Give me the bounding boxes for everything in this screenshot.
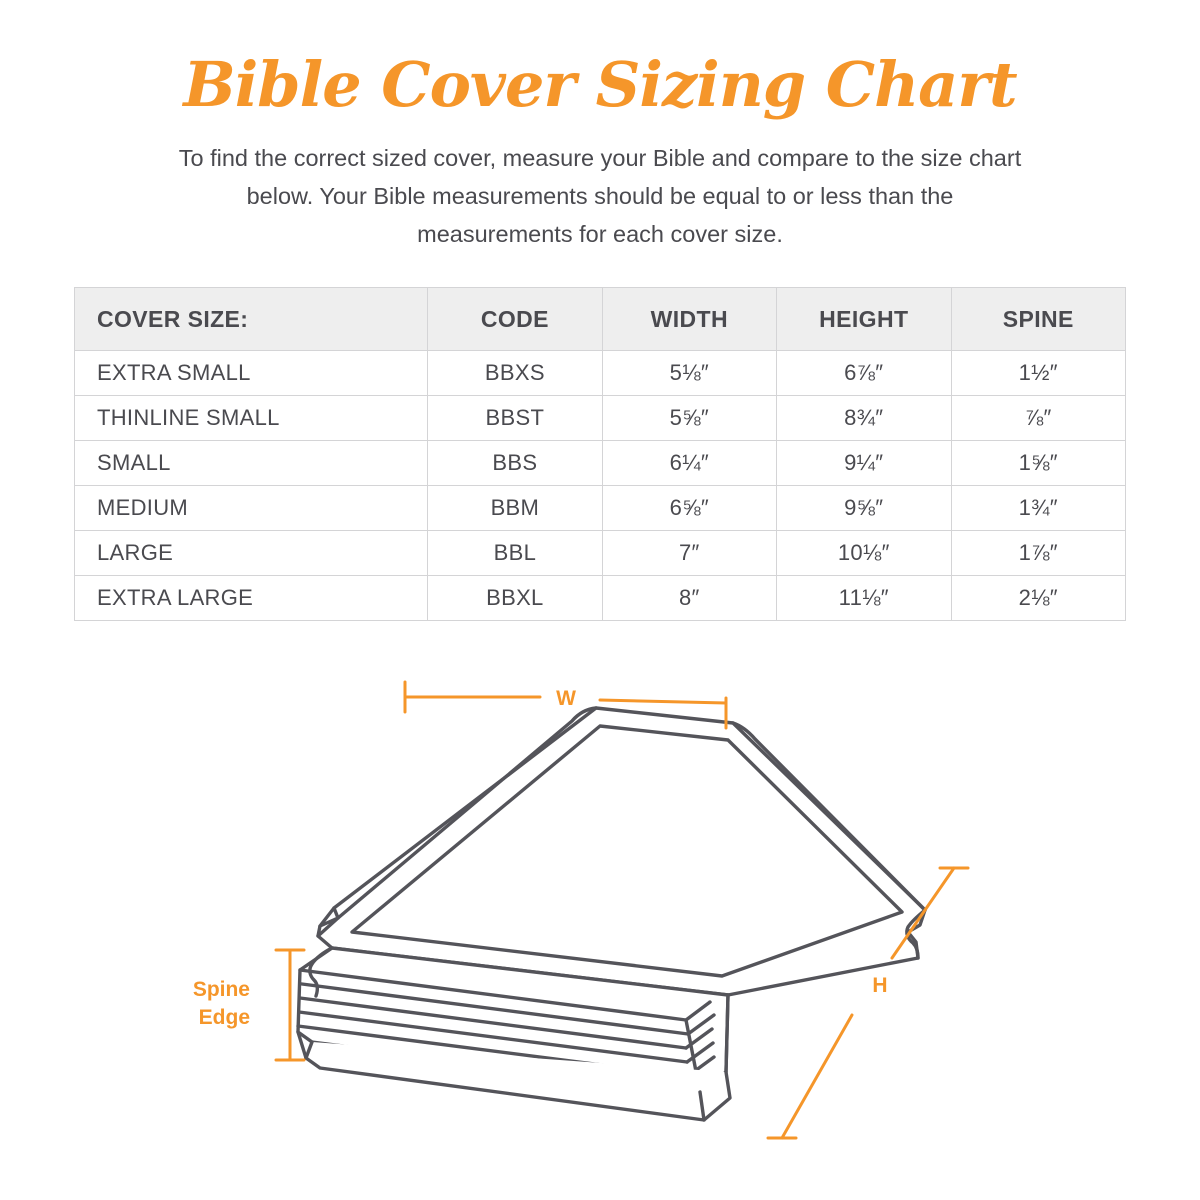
bible-illustration [0, 640, 1200, 1200]
cell-spine: 1¾″ [951, 486, 1126, 531]
cell-spine: ⅞″ [951, 396, 1126, 441]
column-header-width: WIDTH [602, 288, 776, 351]
cell-spine: 1½″ [951, 351, 1126, 396]
height-label: H [872, 974, 888, 997]
cell-spine: 1⅞″ [951, 531, 1126, 576]
cell-height: 11⅛″ [777, 576, 951, 621]
cell-height: 10⅛″ [777, 531, 951, 576]
table-row [75, 531, 1126, 576]
cell-cover-size: THINLINE SMALL [75, 396, 428, 441]
table-row [75, 441, 1126, 486]
cell-width: 8″ [602, 576, 776, 621]
cell-cover-size: EXTRA LARGE [75, 576, 428, 621]
cell-height: 6⅞″ [777, 351, 951, 396]
cell-code: BBXS [428, 351, 602, 396]
cell-width: 5⅝″ [602, 396, 776, 441]
table-row [75, 486, 1126, 531]
table-row [75, 396, 1126, 441]
size-table-wrapper [74, 287, 1126, 621]
cell-width: 7″ [602, 531, 776, 576]
spine-label-line1: Spine [192, 978, 250, 1001]
cell-code: BBM [428, 486, 602, 531]
cell-cover-size: EXTRA SMALL [75, 351, 428, 396]
size-table [74, 287, 1126, 621]
table-header-row [75, 288, 1126, 351]
cell-width: 6¼″ [602, 441, 776, 486]
book-drawing [298, 708, 925, 1120]
cell-height: 9¼″ [777, 441, 951, 486]
column-header-height: HEIGHT [777, 288, 951, 351]
cell-spine: 1⅝″ [951, 441, 1126, 486]
column-header-spine: SPINE [951, 288, 1126, 351]
cell-code: BBST [428, 396, 602, 441]
cell-cover-size: SMALL [75, 441, 428, 486]
cell-code: BBL [428, 531, 602, 576]
cell-cover-size: MEDIUM [75, 486, 428, 531]
cell-height: 8¾″ [777, 396, 951, 441]
cell-width: 6⅝″ [602, 486, 776, 531]
cell-width: 5⅛″ [602, 351, 776, 396]
column-header-code: CODE [428, 288, 602, 351]
table-row [75, 351, 1126, 396]
spine-label-line2: Edge [198, 1006, 250, 1029]
page-title: Bible Cover Sizing Chart [183, 48, 1017, 121]
cell-code: BBXL [428, 576, 602, 621]
cell-height: 9⅝″ [777, 486, 951, 531]
cell-cover-size: LARGE [75, 531, 428, 576]
width-label: W [556, 687, 576, 710]
cell-spine: 2⅛″ [951, 576, 1126, 621]
cell-code: BBS [428, 441, 602, 486]
column-header-cover-size: COVER SIZE: [75, 288, 428, 351]
intro-paragraph: To find the correct sized cover, measure your Bible and compare to the size chart below. Your Bible measurements should be equal to or less than the measurements for each cover size. [178, 145, 1022, 248]
table-row [75, 576, 1126, 621]
